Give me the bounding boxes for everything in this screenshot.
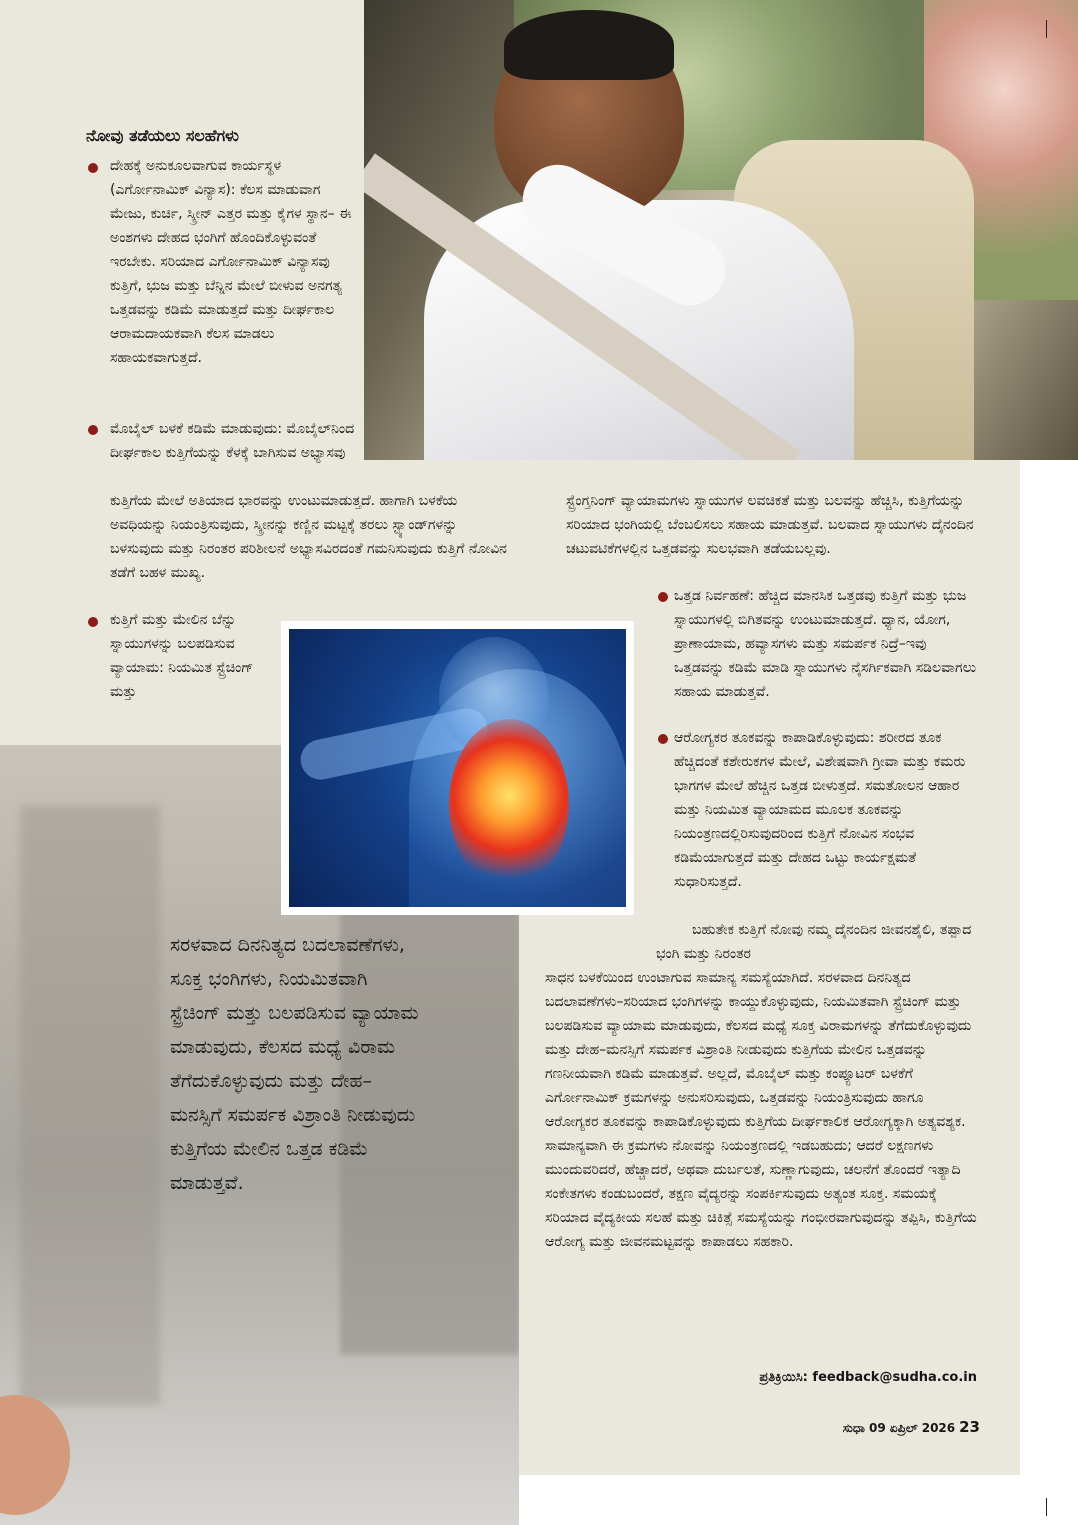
- conclusion-paragraph: ಸಾಧನ ಬಳಕೆಯಿಂದ ಉಂಟಾಗುವ ಸಾಮಾನ್ಯ ಸಮಸ್ಯೆಯಾಗಿದೆ. ಸರಳವಾದ ದಿನನಿತ್ಯದ ಬದಲಾವಣೆಗಳು–ಸರಿಯಾದ ಭಂಗಿಗಳನ್ನು ಕಾಯ್ದುಕೊಳ್ಳುವುದು, ನಿಯಮಿತವಾಗಿ ಸ್ಟ್ರೆಚಿಂಗ್ ಮತ್ತು ಬಲಪಡಿಸುವ ವ್ಯಾಯಾಮ ಮಾಡುವುದು, ಕೆಲಸದ ಮಧ್ಯೆ ಸೂಕ್ತ ವಿರಾಮಗಳನ್ನು ತೆಗೆದುಕೊಳ್ಳುವುದು ಮತ್ತು ದೇಹ–ಮನಸ್ಸಿಗೆ ಸಮರ್ಪಕ ವಿಶ್ರಾಂತಿ ನೀಡುವುದು ಕುತ್ತಿಗೆಯ ಮೇಲಿನ ಒತ್ತಡವನ್ನು ಗಣನೀಯವಾಗಿ ಕಡಿಮೆ ಮಾಡುತ್ತವೆ. ಅಲ್ಲದೆ, ಮೊಬೈಲ್ ಮತ್ತು ಕಂಪ್ಯೂಟರ್ ಬಳಕೆಗೆ ಎರ್ಗೋನಾಮಿಕ್ ಕ್ರಮಗಳನ್ನು ಅನುಸರಿಸುವುದು, ಒತ್ತಡವನ್ನು ನಿಯಂತ್ರಿಸುವುದು ಹಾಗೂ ಆರೋಗ್ಯಕರ ತೂಕವನ್ನು ಕಾಪಾಡಿಕೊಳ್ಳುವುದು ಕುತ್ತಿಗೆಯ ದೀರ್ಘಕಾಲಿಕ ಆರೋಗ್ಯಕ್ಕಾಗಿ ಅತ್ಯವಶ್ಯಕ. ಸಾಮಾನ್ಯವಾಗಿ ಈ ಕ್ರಮಗಳು ನೋವನ್ನು ನಿಯಂತ್ರಣದಲ್ಲಿ ಇಡಬಹುದು; ಆದರೆ ಲಕ್ಷಣಗಳು ಮುಂದುವರಿದರೆ, ಹೆಚ್ಚಾದರೆ, ಅಥವಾ ದುರ್ಬಲತೆ, ಸುಣ್ಣಾಗುವುದು, ಚಲನೆಗೆ ತೊಂದರೆ ಇತ್ಯಾದಿ ಸಂಕೇತಗಳು ಕಂಡುಬಂದರೆ, ತಕ್ಷಣ ವೈದ್ಯರನ್ನು ಸಂಪರ್ಕಿಸುವುದು ಅತ್ಯಂತ ಸೂಕ್ತ. ಸಮಯಕ್ಕೆ ಸರಿಯಾದ ವೈದ್ಯಕೀಯ ಸಲಹೆ ಮತ್ತು ಚಿಕಿತ್ಸೆ ಸಮಸ್ಯೆಯನ್ನು ಗಂಭೀರವಾಗುವುದನ್ನು ತಪ್ಪಿಸಿ, ಕುತ್ತಿಗೆಯ ಆರೋಗ್ಯ ಮತ್ತು ಜೀವನಮಟ್ಟವನ್ನು ಕಾಪಾಡಲು ಸಹಕಾರಿ.: [545, 970, 977, 1250]
- tip-exercise: ಕುತ್ತಿಗೆ ಮತ್ತು ಮೇಲಿನ ಬೆನ್ನು ಸ್ನಾಯುಗಳನ್ನು ಬಲಪಡಿಸುವ ವ್ಯಾಯಾಮ: ನಿಯಮಿತ ಸ್ಟ್ರೆಚಿಂಗ್ ಮತ್ತು: [110, 612, 254, 700]
- conclusion-intro: ಬಹುತೇಕ ಕುತ್ತಿಗೆ ನೋವು ನಮ್ಮ ದೈನಂದಿನ ಜೀವನಶೈಲಿ, ತಪ್ಪಾದ ಭಂಗಿ ಮತ್ತು ನಿರಂತರ: [656, 922, 972, 962]
- bullet-dot: [658, 592, 668, 602]
- tip-weight: ಆರೋಗ್ಯಕರ ತೂಕವನ್ನು ಕಾಪಾಡಿಕೊಳ್ಳುವುದು: ಶರೀರದ ತೂಕ ಹೆಚ್ಚಿದಂತೆ ಕಶೇರುಕಗಳ ಮೇಲೆ, ವಿಶೇಷವಾಗಿ ಗ್ರೀವಾ ಮತ್ತು ಕಮರು ಭಾಗಗಳ ಮೇಲೆ ಹೆಚ್ಚಿನ ಒತ್ತಡ ಬೀಳುತ್ತದೆ. ಸಮತೋಲನ ಆಹಾರ ಮತ್ತು ನಿಯಮಿತ ವ್ಯಾಯಾಮದ ಮೂಲಕ ತೂಕವನ್ನು ನಿಯಂತ್ರಣದಲ್ಲಿರಿಸುವುದರಿಂದ ಕುತ್ತಿಗೆ ನೋವಿನ ಸಂಭವ ಕಡಿಮೆಯಾಗುತ್ತದೆ ಮತ್ತು ದೇಹದ ಒಟ್ಟು ಕಾರ್ಯಕ್ಷಮತೆ ಸುಧಾರಿಸುತ್ತದೆ.: [674, 730, 966, 890]
- issue-info: ಸುಧಾ 09 ಏಪ್ರಿಲ್ 2026: [842, 1421, 956, 1435]
- feedback-label: ಪ್ರತಿಕ್ರಿಯಿಸಿ:: [759, 1370, 808, 1385]
- neck-pain-xray-image: [289, 629, 626, 907]
- pull-quote: ಸರಳವಾದ ದಿನನಿತ್ಯದ ಬದಲಾವಣೆಗಳು, ಸೂಕ್ತ ಭಂಗಿಗಳು, ನಿಯಮಿತವಾಗಿ ಸ್ಟ್ರೆಚಿಂಗ್ ಮತ್ತು ಬಲಪಡಿಸುವ ವ್ಯಾಯಾಮ ಮಾಡುವುದು, ಕೆಲಸದ ಮಧ್ಯೆ ವಿರಾಮ ತೆಗೆದುಕೊಳ್ಳುವುದು ಮತ್ತು ದೇಹ–ಮನಸ್ಸಿಗೆ ಸಮರ್ಪಕ ವಿಶ್ರಾಂತಿ ನೀಡುವುದು ಕುತ್ತಿಗೆಯ ಮೇಲಿನ ಒತ್ತಡ ಕಡಿಮೆ ಮಾಡುತ್ತವೆ.: [170, 934, 419, 1194]
- tip-ergonomic: ದೇಹಕ್ಕೆ ಅನುಕೂಲವಾಗುವ ಕಾರ್ಯಸ್ಥಳ (ಎರ್ಗೋನಾಮಿಕ್ ವಿನ್ಯಾಸ): ಕೆಲಸ ಮಾಡುವಾಗ ಮೇಜು, ಕುರ್ಚಿ, ಸ್ಕ್ರೀನ್ ಎತ್ತರ ಮತ್ತು ಕೈಗಳ ಸ್ಥಾನ– ಈ ಅಂಶಗಳು ದೇಹದ ಭಂಗಿಗೆ ಹೊಂದಿಕೊಳ್ಳುವಂತೆ ಇರಬೇಕು. ಸರಿಯಾದ ಎರ್ಗೋನಾಮಿಕ್ ವಿನ್ಯಾಸವು ಕುತ್ತಿಗೆ, ಭುಜ ಮತ್ತು ಬೆನ್ನಿನ ಮೇಲೆ ಬೀಳುವ ಅನಗತ್ಯ ಒತ್ತಡವನ್ನು ಕಡಿಮೆ ಮಾಡುತ್ತದೆ ಮತ್ತು ದೀರ್ಘಕಾಲ ಆರಾಮದಾಯಕವಾಗಿ ಕೆಲಸ ಮಾಡಲು ಸಹಾಯಕವಾಗುತ್ತದೆ.: [110, 158, 352, 366]
- section-heading: ನೋವು ತಡೆಯಲು ಸಲಹೆಗಳು: [86, 126, 239, 145]
- bullet-dot: [658, 734, 668, 744]
- exercise-paragraph: ಸ್ಟ್ರೆಂಗ್ತನಿಂಗ್ ವ್ಯಾಯಾಮಗಳು ಸ್ನಾಯುಗಳ ಲವಚಿಕತೆ ಮತ್ತು ಬಲವನ್ನು ಹೆಚ್ಚಿಸಿ, ಕುತ್ತಿಗೆಯನ್ನು ಸರಿಯಾದ ಭಂಗಿಯಲ್ಲಿ ಬೆಂಬಲಿಸಲು ಸಹಾಯ ಮಾಡುತ್ತವೆ. ಬಲವಾದ ಸ್ನಾಯುಗಳು ದೈನಂದಿನ ಚಟುವಟಿಕೆಗಳಲ್ಲಿನ ಒತ್ತಡವನ್ನು ಸುಲಭವಾಗಿ ತಡೆಯಬಲ್ಲವು.: [566, 493, 974, 557]
- feedback-email[interactable]: feedback@sudha.co.in: [812, 1370, 977, 1385]
- bullet-dot: [88, 617, 98, 627]
- crop-mark: [1046, 1498, 1047, 1516]
- tip-stress: ಒತ್ತಡ ನಿರ್ವಹಣೆ: ಹೆಚ್ಚಿದ ಮಾನಸಿಕ ಒತ್ತಡವು ಕುತ್ತಿಗೆ ಮತ್ತು ಭುಜ ಸ್ನಾಯುಗಳಲ್ಲಿ ಬಿಗಿತವನ್ನು ಉಂಟುಮಾಡುತ್ತದೆ. ಧ್ಯಾನ, ಯೋಗ, ಪ್ರಾಣಾಯಾಮ, ಹವ್ಯಾಸಗಳು ಮತ್ತು ಸಮರ್ಪಕ ನಿದ್ರೆ–ಇವು ಒತ್ತಡವನ್ನು ಕಡಿಮೆ ಮಾಡಿ ಸ್ನಾಯುಗಳು ನೈಸರ್ಗಿಕವಾಗಿ ಸಡಿಲವಾಗಲು ಸಹಾಯ ಮಾಡುತ್ತವೆ.: [674, 588, 977, 700]
- tip-mobile-use: ಮೊಬೈಲ್ ಬಳಕೆ ಕಡಿಮೆ ಮಾಡುವುದು: ಮೊಬೈಲ್‌ನಿಂದ ದೀರ್ಘಕಾಲ ಕುತ್ತಿಗೆಯನ್ನು ಕೆಳಕ್ಕೆ ಬಾಗಿಸುವ ಅಭ್ಯಾಸವು: [110, 421, 355, 461]
- bullet-dot: [88, 163, 98, 173]
- page-footer: [820, 1418, 980, 1436]
- feedback-line: [752, 1370, 977, 1385]
- crop-mark: [1046, 20, 1047, 38]
- bullet-dot: [88, 425, 98, 435]
- man-in-car-photo: [364, 0, 1078, 460]
- tip-mobile-use-cont: ಕುತ್ತಿಗೆಯ ಮೇಲೆ ಅತಿಯಾದ ಭಾರವನ್ನು ಉಂಟುಮಾಡುತ್ತದೆ. ಹಾಗಾಗಿ ಬಳಕೆಯ ಅವಧಿಯನ್ನು ನಿಯಂತ್ರಿಸುವುದು, ಸ್ಕ್ರೀನನ್ನು ಕಣ್ಣಿನ ಮಟ್ಟಕ್ಕೆ ತರಲು ಸ್ಟ್ಯಾಂಡ್‌ಗಳನ್ನು ಬಳಸುವುದು ಮತ್ತು ನಿರಂತರ ಪರಿಶೀಲನೆ ಅಭ್ಯಾಸವಿರದಂತೆ ಗಮನಿಸುವುದು ಕುತ್ತಿಗೆ ನೋವಿನ ತಡೆಗೆ ಬಹಳ ಮುಖ್ಯ.: [110, 493, 507, 581]
- page-number: 23: [959, 1418, 980, 1436]
